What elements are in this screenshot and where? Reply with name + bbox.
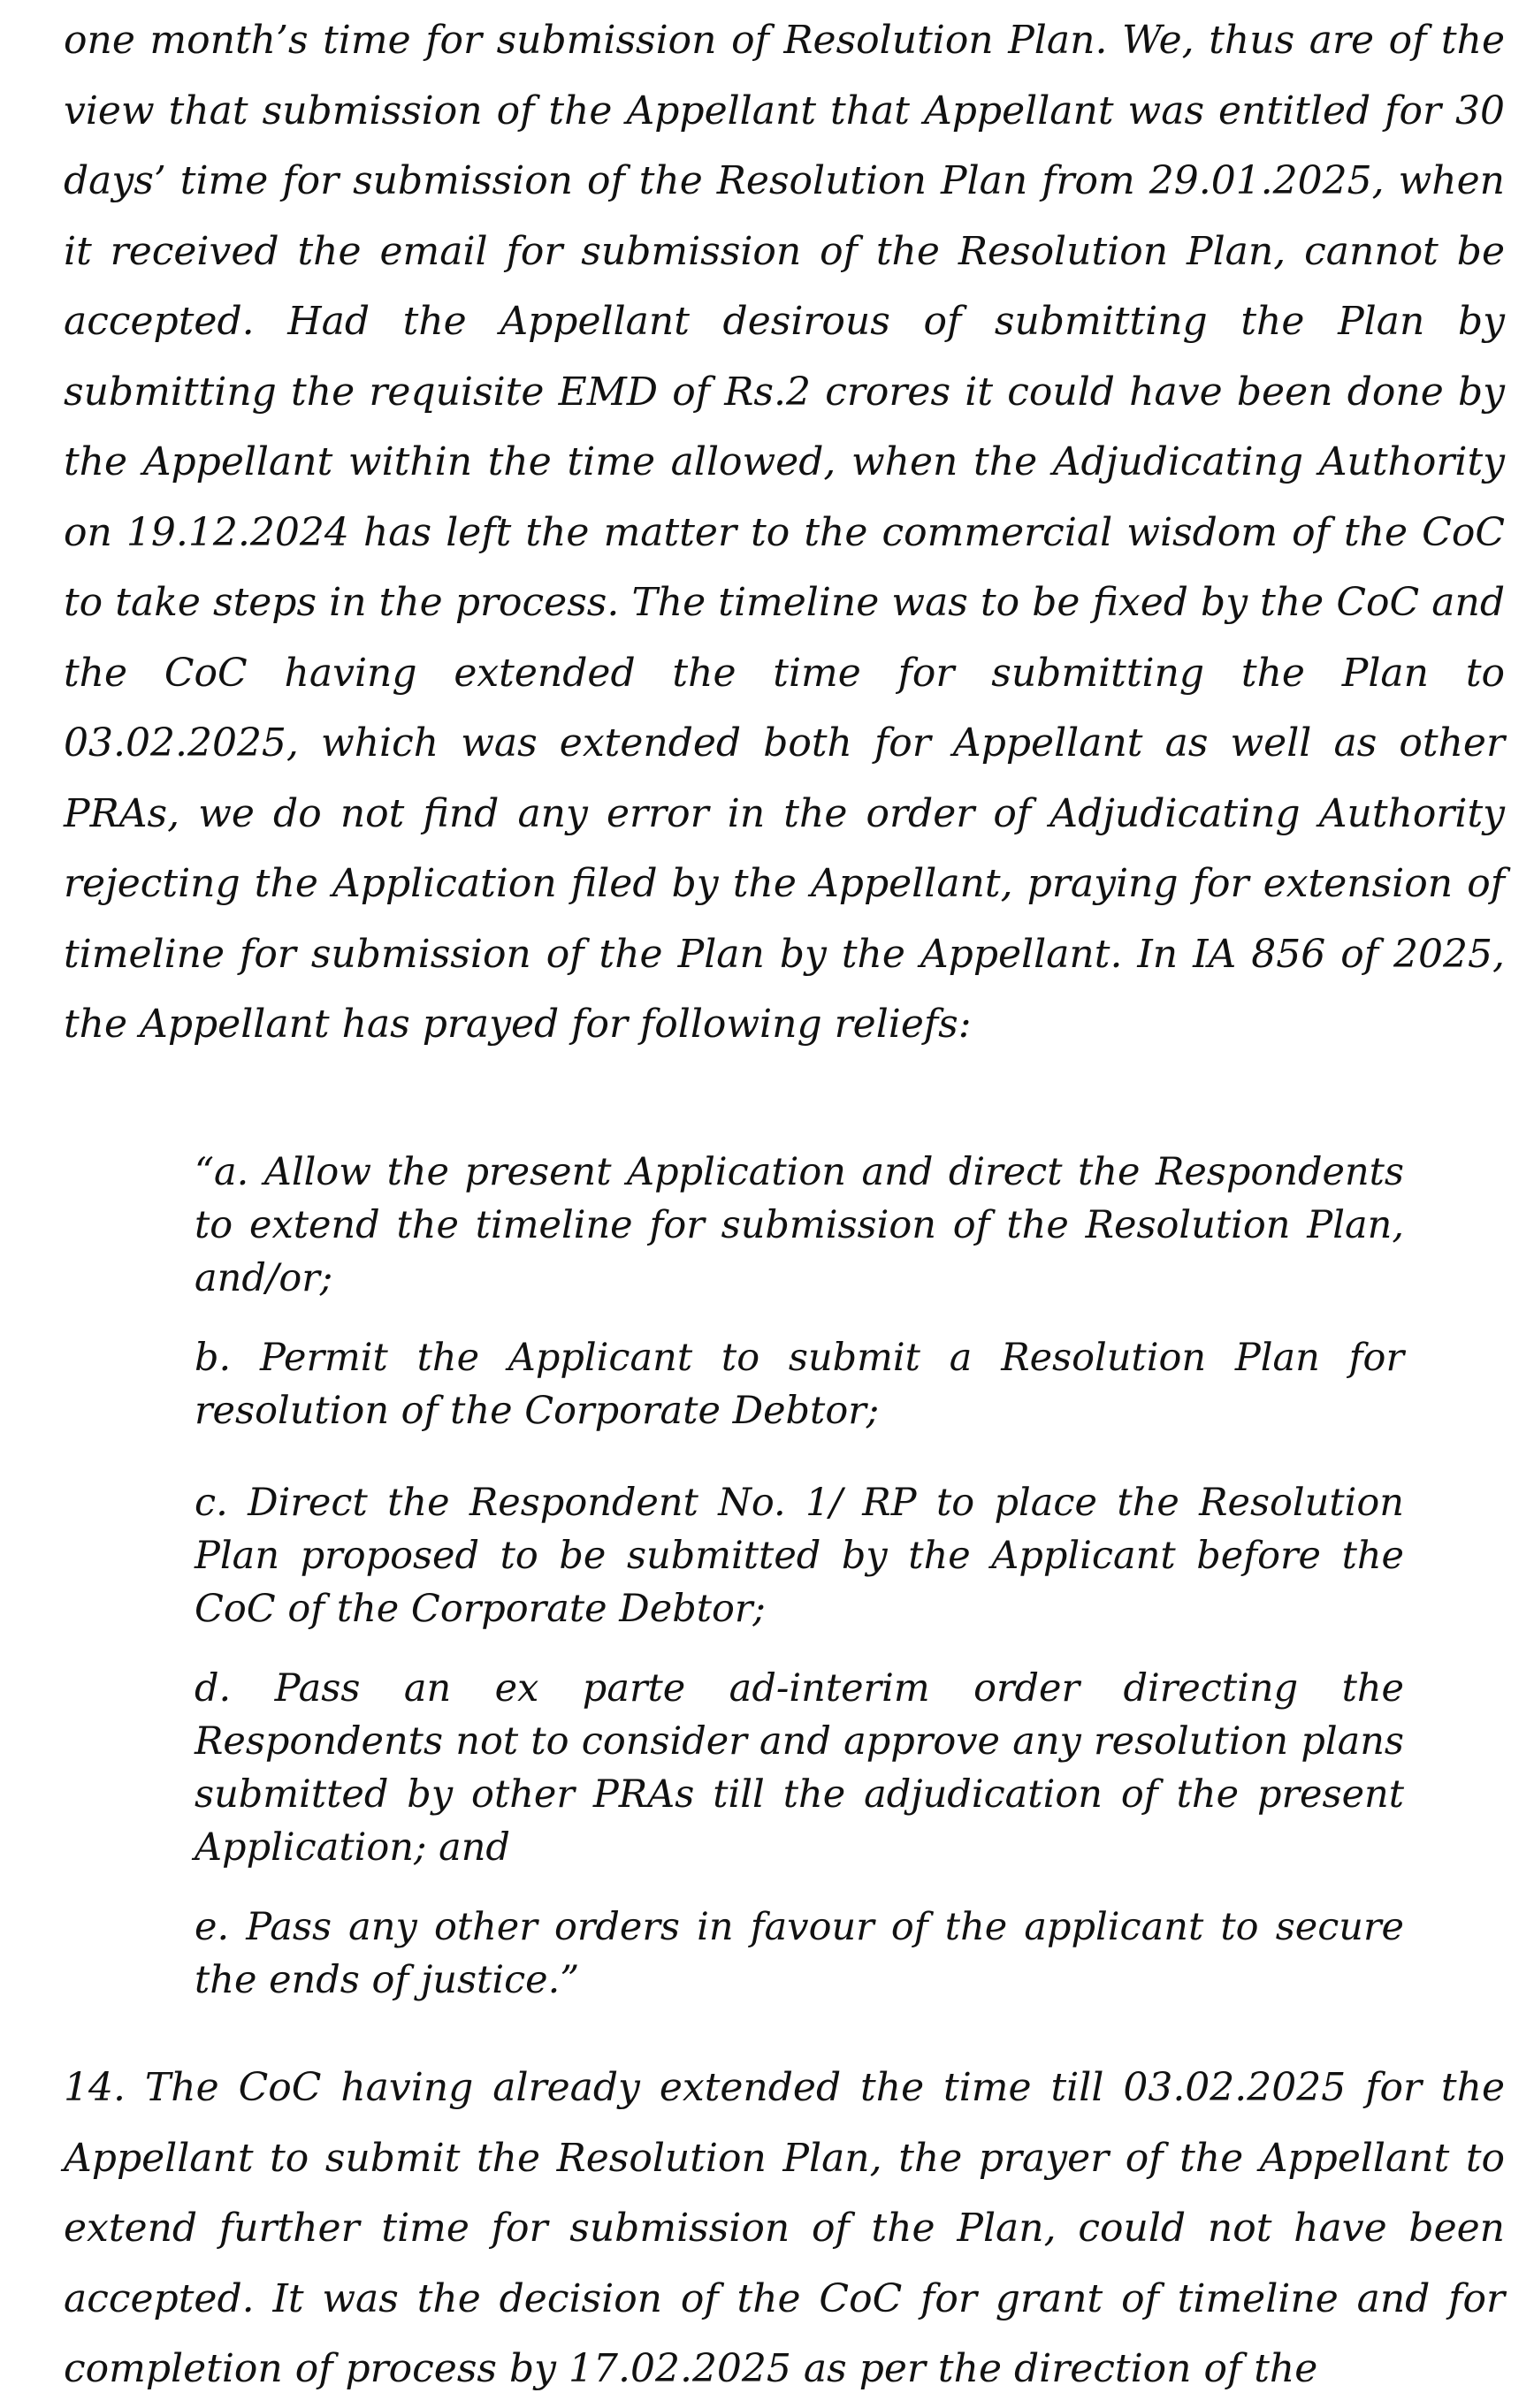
relief-item-c: c. Direct the Respondent No. 1/ RP to place the Resolution Plan proposed to be submitted by the Applicant before the CoC of the Corporate Debtor; [195,1481,1404,1631]
relief-item-b: b. Permit the Applicant to submit a Resolution Plan for resolution of the Corporate Debtor; [195,1336,1404,1433]
relief-item-d: d. Pass an ex parte ad-interim order directing the Respondents not to consider and approve any resolution plans submitted by other PRAs till the adjudication of the present Application; and [195,1666,1404,1870]
reliefs-list [195,1146,1404,2033]
relief-item-e: e. Pass any other orders in favour of the applicant to secure the ends of justice.” [195,1905,1404,2002]
paragraph-continuation: one month’s time for submission of Resolution Plan. We, thus are of the view that submission of the Appellant that Appellant was entitled for 30 days’ time for submission of the Resolution Plan from 29.01.2025, when it received the email for submission of the Resolution Plan, cannot be accepted. Had the Appellant desirous of submitting the Plan by submitting the requisite EMD of Rs.2 crores it could have been done by the Appellant within the time allowed, when the Adjudicating Authority on 19.12.2024 has left the matter to the commercial wisdom of the CoC to take steps in the process. The timeline was to be fixed by the CoC and the CoC having extended the time for submitting the Plan to 03.02.2025, which was extended both for Appellant as well as other PRAs, we do not find any error in the order of Adjudicating Authority rejecting the Application filed by the Appellant, praying for extension of timeline for submission of the Plan by the Appellant. In IA 856 of 2025, the Appellant has prayed for following reliefs: [64,18,1505,1047]
relief-item-a: “a. Allow the present Application and direct the Respondents to extend the timeline for submission of the Resolution Plan, and/or; [195,1150,1404,1300]
paragraph-14: 14. The CoC having already extended the time till 03.02.2025 for the Appellant to submit the Resolution Plan, the prayer of the Appellant to extend further time for submission of the Plan, could not have been accepted. It was the decision of the CoC for grant of timeline and for completion of process by 17.02.2025 as per the direction of the [64,2065,1505,2391]
